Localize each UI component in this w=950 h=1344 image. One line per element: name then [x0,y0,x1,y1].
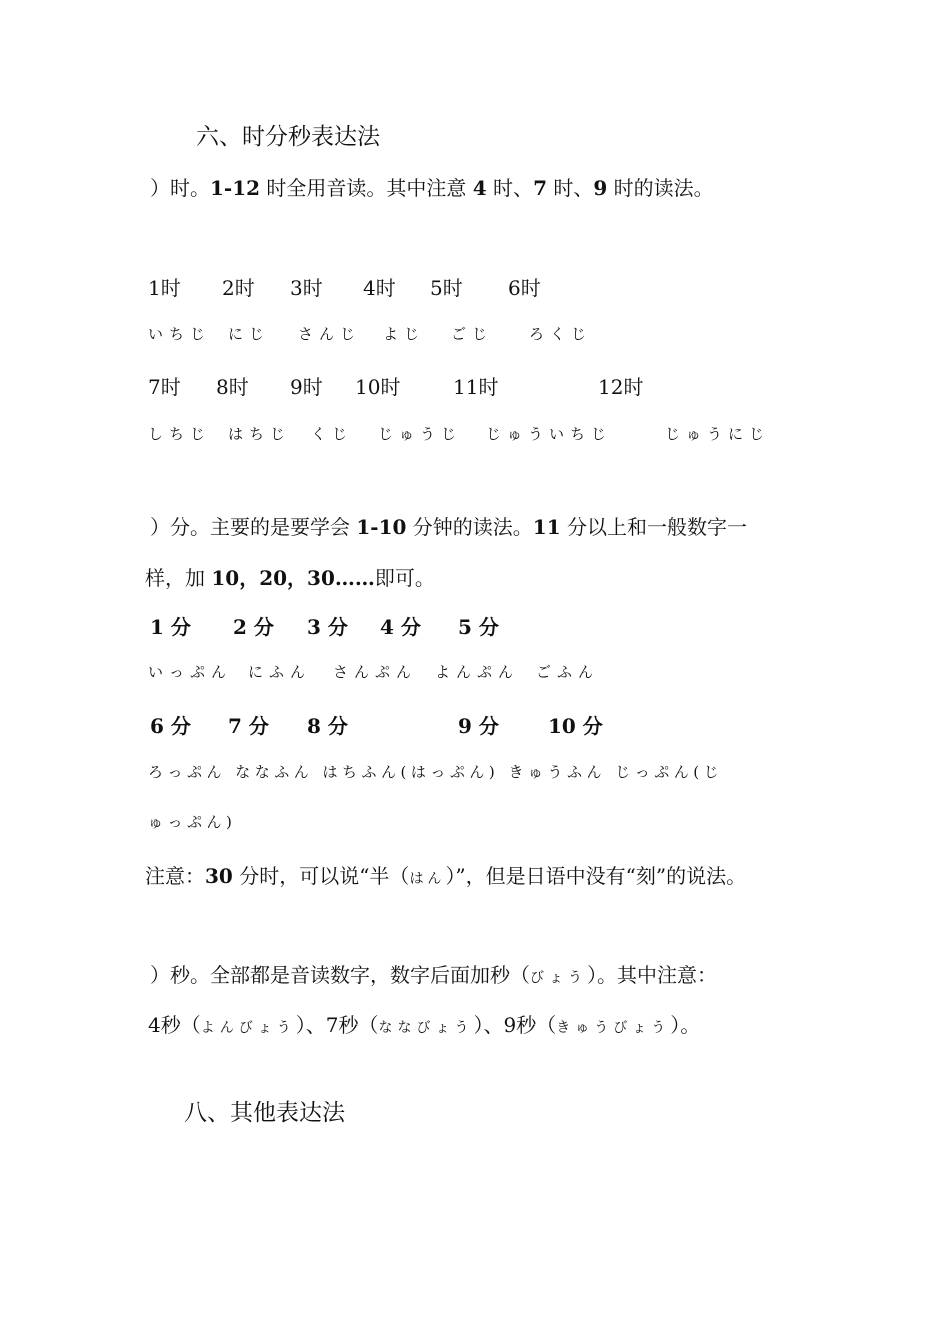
minute-label: 8 分 [307,714,348,738]
minute-label: 4 分 [380,615,421,639]
minute-label: 9 分 [458,714,499,738]
hour-label: 4时 [363,276,396,300]
minute-intro-text: ）分。主要的是要学会 [150,515,357,539]
note-text: ）”，但是日语中没有“刻”的说法。 [445,864,747,888]
minute-intro-bold: 10，20，30…… [211,566,375,590]
hour-reading: にじ [228,325,271,343]
second-note-kana: きゅうびょう [556,1020,671,1036]
hour-kana-2 [0,423,950,445]
minute-reading: ごふん [536,663,600,681]
hour-reading: さんじ [298,325,362,343]
hour-intro-text: 时全用音读。其中注意 [260,176,473,200]
note-text: 注意： [145,864,205,888]
note-kana: はん [409,871,446,887]
note-text: 分时，可以说“半（ [232,864,410,888]
hour-intro-bold: 4 [472,176,487,200]
hour-reading: ごじ [451,325,494,343]
minute-intro-bold: 1-10 [356,515,407,539]
hour-label: 12时 [598,375,644,399]
minute-kana-1 [0,661,950,683]
hour-label: 11时 [453,375,499,399]
minute-intro [150,511,747,540]
hour-reading: じゅうじ [378,425,463,443]
hour-intro-text: 时、 [486,176,534,200]
hour-intro-bold: 9 [593,176,608,200]
hour-label: 3时 [290,276,323,300]
hour-intro-text: ）时。 [150,176,210,200]
minute-intro-bold: 11 [532,515,561,539]
minute-reading: よんぷん [435,663,520,681]
hour-reading: じゅういちじ [486,425,613,443]
section-heading-time: 六、时分秒表达法 [196,124,380,150]
hour-intro-text: 时的读法。 [607,176,714,200]
second-kana: びょう [530,970,587,986]
hour-reading: よじ [383,325,426,343]
note-bold: 30 [205,864,233,888]
hour-reading: はちじ [228,425,292,443]
minute-kana-2-cont: ゅっぷん) [148,813,237,831]
hour-reading: くじ [311,425,354,443]
minute-intro-line2 [145,562,435,591]
minute-label: 6 分 [150,714,191,738]
hour-label: 8时 [216,375,249,399]
minute-intro-text: 分钟的读法。 [406,515,533,539]
second-note-text: 4秒（ [148,1013,201,1037]
hour-label: 9时 [290,375,323,399]
hour-intro-text: 时、 [546,176,594,200]
second-note-text: ）。 [670,1013,701,1037]
minute-reading: さんぷん [333,663,418,681]
minute-label: 7 分 [228,714,269,738]
second-note-text: ）、7秒（ [295,1013,379,1037]
second-intro [150,959,717,988]
second-intro-text: ）秒。全部都是音读数字，数字后面加秒（ [150,963,530,987]
minute-intro-text: 样，加 [145,566,212,590]
hour-row-1 [0,272,950,300]
second-note-kana: よんびょう [200,1020,296,1036]
second-notes [148,1009,700,1038]
minute-row-2 [0,710,950,738]
minute-kana-2: ろっぷん ななふん はちふん(はっぷん) きゅうふん じっぷん(じ [148,763,724,781]
hour-intro-bold: 7 [533,176,547,200]
hour-label: 1时 [148,276,181,300]
minute-intro-text: 分以上和一般数字一 [560,515,747,539]
hour-reading: ろくじ [529,325,593,343]
hour-row-2 [0,371,950,399]
hour-reading: じゅうにじ [665,425,771,443]
minute-reading: いっぷん [148,663,233,681]
minute-label: 3 分 [307,615,348,639]
hour-kana-1 [0,323,950,345]
hour-label: 6时 [508,276,541,300]
second-intro-text: ）。其中注意： [587,963,717,987]
hour-intro-bold: 1-12 [210,176,261,200]
hour-label: 7时 [148,375,181,399]
section-heading-other: 八、其他表达法 [184,1100,345,1126]
hour-label: 10时 [355,375,401,399]
minute-label: 1 分 [150,615,191,639]
minute-label: 2 分 [233,615,274,639]
second-note-text: ）、9秒（ [473,1013,557,1037]
hour-reading: いちじ [148,325,212,343]
minute-label: 10 分 [548,714,603,738]
hour-reading: しちじ [148,425,212,443]
minute-row-1 [0,611,950,639]
minute-note [145,860,746,889]
second-note-kana: ななびょう [378,1020,474,1036]
minute-label: 5 分 [458,615,499,639]
hour-label: 5时 [430,276,463,300]
hour-intro [150,172,714,201]
hour-label: 2时 [222,276,255,300]
minute-reading: にふん [248,663,312,681]
minute-intro-text: 即可。 [374,566,435,590]
